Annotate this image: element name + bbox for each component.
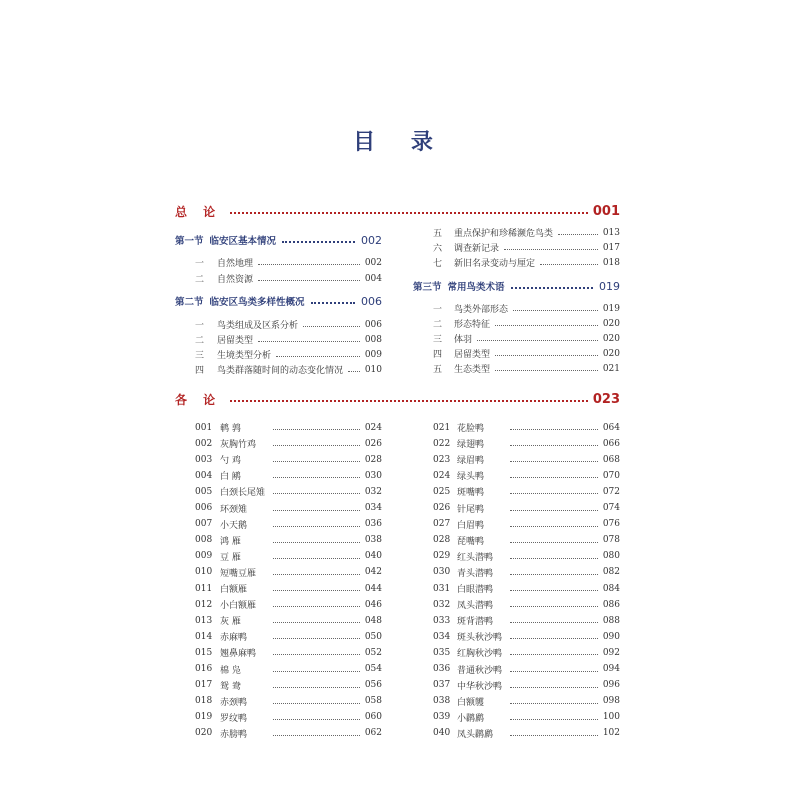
species-page: 054	[364, 664, 382, 674]
leader-dots	[348, 371, 360, 372]
item-number: 二	[433, 320, 443, 330]
species-name: 豆 雁	[220, 552, 241, 563]
species-name: 白额鹱	[457, 697, 485, 708]
species-number: 030	[433, 567, 451, 578]
species-row[interactable]	[195, 549, 382, 564]
toc-item-row[interactable]	[433, 361, 620, 376]
species-page: 032	[364, 486, 382, 497]
leader-dots	[510, 671, 598, 672]
species-number: 016	[195, 664, 213, 674]
toc-section-row[interactable]	[175, 293, 382, 309]
item-title: 鸟类组成及区系分析	[217, 321, 299, 331]
species-row[interactable]	[195, 613, 382, 628]
leader-dots	[510, 719, 598, 720]
species-row[interactable]	[433, 694, 620, 709]
toc-item-row[interactable]	[433, 240, 620, 255]
leader-dots	[303, 326, 360, 327]
leader-dots	[510, 510, 598, 511]
species-name: 短嘴豆雁	[220, 568, 257, 579]
species-row[interactable]	[195, 501, 382, 516]
leader-dots	[477, 340, 598, 341]
species-number: 026	[433, 503, 451, 513]
item-page: 018	[602, 257, 620, 268]
species-name: 白眼潜鸭	[457, 585, 494, 595]
species-name: 绿头鸭	[457, 472, 485, 483]
leader-dots	[273, 493, 360, 494]
species-number: 027	[433, 519, 451, 530]
leader-dots	[273, 526, 360, 527]
item-page: 006	[364, 319, 382, 330]
species-page: 030	[364, 470, 382, 481]
toc-item-row[interactable]	[195, 255, 382, 270]
item-title: 生态类型	[454, 365, 491, 375]
leader-dots	[230, 212, 588, 214]
species-page: 086	[602, 599, 620, 610]
species-row[interactable]	[433, 468, 620, 483]
species-row[interactable]	[195, 581, 382, 596]
species-page: 066	[602, 438, 620, 449]
leader-dots	[513, 310, 598, 311]
leader-dots	[510, 735, 598, 736]
item-page: 019	[602, 303, 620, 314]
species-name: 灰胸竹鸡	[220, 440, 257, 451]
species-page: 036	[364, 519, 382, 530]
leader-dots	[504, 249, 598, 250]
species-number: 008	[195, 535, 213, 546]
species-page: 078	[602, 535, 620, 546]
species-row[interactable]	[433, 565, 620, 580]
item-number: 一	[195, 321, 205, 331]
species-page: 090	[602, 631, 620, 642]
item-title: 形态特征	[454, 320, 491, 330]
species-page: 096	[602, 680, 620, 691]
item-page: 010	[364, 364, 382, 375]
species-number: 035	[433, 647, 451, 658]
leader-dots	[273, 703, 360, 704]
leader-dots	[273, 461, 360, 462]
leader-dots	[510, 703, 598, 704]
leader-dots	[495, 370, 598, 371]
item-number: 五	[433, 229, 443, 239]
species-number: 015	[195, 647, 213, 658]
species-row[interactable]	[433, 597, 620, 612]
item-number: 六	[433, 244, 443, 254]
species-number: 013	[195, 615, 213, 626]
item-number: 七	[433, 259, 443, 269]
species-page: 098	[602, 696, 620, 707]
species-name: 花脸鸭	[457, 424, 485, 434]
species-row[interactable]	[433, 517, 620, 532]
species-page: 028	[364, 454, 382, 465]
species-page: 082	[602, 567, 620, 578]
item-number: 四	[195, 366, 205, 376]
species-page: 046	[364, 599, 382, 610]
leader-dots	[510, 542, 598, 543]
leader-dots	[510, 493, 598, 494]
leader-dots	[258, 341, 360, 342]
species-page: 092	[602, 647, 620, 658]
item-page: 002	[364, 257, 382, 268]
species-page: 094	[602, 664, 620, 674]
leader-dots	[273, 477, 360, 478]
leader-dots	[510, 477, 598, 478]
part-label: 总 论	[175, 204, 222, 219]
species-name: 红胸秋沙鸭	[457, 649, 503, 660]
species-name: 赤膀鸭	[220, 729, 248, 740]
species-page: 100	[602, 712, 620, 723]
species-page: 072	[602, 486, 620, 497]
species-name: 红头潜鸭	[457, 552, 494, 563]
item-page: 009	[364, 349, 382, 360]
species-row[interactable]	[433, 613, 620, 628]
leader-dots	[511, 287, 593, 289]
leader-dots	[273, 638, 360, 639]
species-page: 038	[364, 535, 382, 546]
section-title: 常用鸟类术语	[447, 282, 505, 293]
leader-dots	[510, 622, 598, 623]
species-name: 凤头䴙䴘	[457, 729, 494, 740]
species-row[interactable]	[433, 533, 620, 548]
species-number: 007	[195, 519, 213, 530]
species-name: 青头潜鸭	[457, 568, 494, 579]
leader-dots	[273, 735, 360, 736]
species-name: 凤头潜鸭	[457, 601, 494, 612]
leader-dots	[273, 606, 360, 607]
item-number: 二	[195, 275, 205, 285]
leader-dots	[510, 574, 598, 575]
species-name: 翘鼻麻鸭	[220, 649, 257, 660]
item-number: 三	[433, 335, 443, 345]
toc-item-row[interactable]	[433, 331, 620, 346]
species-page: 068	[602, 454, 620, 465]
species-page: 056	[364, 680, 382, 691]
leader-dots	[510, 429, 598, 430]
species-number: 018	[195, 696, 213, 707]
leader-dots	[311, 302, 355, 304]
species-name: 琵嘴鸭	[457, 536, 485, 547]
toc-item-row[interactable]	[433, 255, 620, 270]
leader-dots	[510, 687, 598, 688]
species-page: 102	[602, 728, 620, 739]
item-title: 调查新记录	[454, 244, 500, 254]
species-row[interactable]	[195, 662, 382, 677]
section-label: 第三节	[413, 282, 442, 293]
species-row[interactable]	[433, 420, 620, 435]
species-page: 050	[364, 631, 382, 642]
species-row[interactable]	[433, 678, 620, 693]
species-page: 024	[364, 422, 382, 433]
species-number: 019	[195, 712, 213, 723]
species-page: 048	[364, 615, 382, 626]
item-number: 一	[433, 305, 443, 315]
part-label: 各 论	[175, 392, 222, 407]
page-title: 目 录	[353, 129, 447, 155]
species-number: 010	[195, 567, 213, 578]
section-page: 006	[361, 294, 382, 308]
species-page: 070	[602, 470, 620, 481]
species-name: 罗纹鸭	[220, 713, 248, 724]
species-number: 029	[433, 551, 451, 562]
toc-item-row[interactable]	[195, 362, 382, 377]
species-name: 小䴙䴘	[457, 713, 485, 724]
leader-dots	[510, 526, 598, 527]
item-number: 四	[433, 350, 443, 360]
species-page: 034	[364, 503, 382, 513]
species-page: 040	[364, 551, 382, 562]
section-title: 临安区鸟类多样性概况	[209, 297, 305, 308]
species-number: 038	[433, 696, 451, 707]
section-page: 002	[361, 233, 382, 247]
species-number: 040	[433, 728, 451, 739]
species-number: 037	[433, 680, 451, 691]
item-title: 自然资源	[217, 275, 254, 285]
leader-dots	[273, 558, 360, 559]
item-page: 020	[602, 348, 620, 359]
species-name: 鹌 鹑	[220, 424, 241, 434]
species-row[interactable]	[433, 629, 620, 644]
species-row[interactable]	[195, 710, 382, 725]
item-page: 021	[602, 363, 620, 374]
species-name: 白 鹇	[220, 472, 241, 483]
species-row[interactable]	[433, 549, 620, 564]
part-heading-general[interactable]	[175, 202, 620, 220]
section-label: 第一节	[175, 236, 204, 247]
item-page: 020	[602, 333, 620, 344]
species-name: 赤麻鸭	[220, 633, 248, 644]
species-name: 赤颈鸭	[220, 697, 248, 708]
item-page: 008	[364, 334, 382, 345]
leader-dots	[273, 687, 360, 688]
toc-item-row[interactable]	[433, 346, 620, 361]
species-number: 009	[195, 551, 213, 562]
species-name: 棉 凫	[220, 665, 241, 676]
species-name: 鸿 雁	[220, 536, 241, 547]
species-number: 033	[433, 615, 451, 626]
leader-dots	[510, 638, 598, 639]
species-name: 白额雁	[220, 585, 248, 595]
species-page: 060	[364, 712, 382, 723]
leader-dots	[273, 654, 360, 655]
leader-dots	[510, 606, 598, 607]
leader-dots	[273, 445, 360, 446]
species-page: 080	[602, 551, 620, 562]
species-row[interactable]	[195, 436, 382, 451]
species-number: 022	[433, 438, 451, 449]
species-number: 028	[433, 535, 451, 546]
toc-section-row[interactable]	[413, 278, 620, 294]
part-heading-species[interactable]	[175, 390, 620, 408]
leader-dots	[273, 622, 360, 623]
species-number: 023	[433, 454, 451, 465]
leader-dots	[258, 264, 360, 265]
species-name: 白眉鸭	[457, 520, 485, 531]
leader-dots	[510, 654, 598, 655]
species-row[interactable]	[433, 581, 620, 596]
species-row[interactable]	[195, 726, 382, 741]
toc-section-row[interactable]	[175, 232, 382, 248]
leader-dots	[558, 234, 598, 235]
species-name: 白颈长尾雉	[220, 488, 266, 499]
leader-dots	[510, 558, 598, 559]
item-title: 鸟类外部形态	[454, 305, 509, 315]
item-number: 五	[433, 365, 443, 375]
species-name: 斑嘴鸭	[457, 488, 485, 499]
species-number: 012	[195, 599, 213, 610]
species-row[interactable]	[195, 565, 382, 580]
item-title: 重点保护和珍稀濒危鸟类	[454, 229, 554, 239]
species-name: 斑背潜鸭	[457, 617, 494, 628]
species-row[interactable]	[433, 501, 620, 516]
species-row[interactable]	[433, 452, 620, 467]
item-title: 鸟类群落随时间的动态变化情况	[217, 366, 344, 376]
species-number: 001	[195, 422, 213, 433]
species-page: 058	[364, 696, 382, 707]
leader-dots	[495, 355, 598, 356]
toc-item-row[interactable]	[195, 317, 382, 332]
species-page: 052	[364, 647, 382, 658]
species-row[interactable]	[433, 436, 620, 451]
species-page: 044	[364, 583, 382, 594]
section-label: 第二节	[175, 297, 204, 308]
leader-dots	[495, 325, 598, 326]
part-page: 001	[592, 203, 620, 219]
species-row[interactable]	[433, 726, 620, 741]
species-number: 005	[195, 486, 213, 497]
leader-dots	[273, 574, 360, 575]
leader-dots	[273, 719, 360, 720]
leader-dots	[282, 241, 355, 243]
item-title: 居留类型	[454, 350, 491, 360]
toc-item-row[interactable]	[195, 332, 382, 347]
species-name: 普通秋沙鸭	[457, 665, 503, 676]
species-name: 环颈雉	[220, 504, 248, 515]
item-page: 004	[364, 273, 382, 284]
leader-dots	[273, 542, 360, 543]
species-name: 针尾鸭	[457, 504, 485, 515]
item-title: 居留类型	[217, 336, 254, 346]
item-page: 020	[602, 318, 620, 329]
species-row[interactable]	[433, 645, 620, 660]
species-name: 鸳 鸯	[220, 681, 241, 692]
species-name: 斑头秋沙鸭	[457, 633, 503, 644]
species-row[interactable]	[195, 517, 382, 532]
toc-item-row[interactable]	[433, 301, 620, 316]
species-row[interactable]	[433, 484, 620, 499]
leader-dots	[273, 671, 360, 672]
species-name: 中华秋沙鸭	[457, 681, 503, 692]
leader-dots	[510, 590, 598, 591]
item-title: 自然地理	[217, 259, 254, 269]
toc-item-row[interactable]	[433, 316, 620, 331]
section-title: 临安区基本情况	[209, 236, 277, 247]
item-number: 二	[195, 336, 205, 346]
species-number: 011	[195, 583, 213, 594]
species-number: 034	[433, 631, 451, 642]
item-title: 新旧名录变动与厘定	[454, 259, 536, 269]
section-page: 019	[599, 279, 620, 293]
species-row[interactable]	[433, 710, 620, 725]
species-number: 017	[195, 680, 213, 691]
species-number: 024	[433, 470, 451, 481]
species-row[interactable]	[195, 533, 382, 548]
leader-dots	[230, 400, 588, 402]
species-page: 076	[602, 519, 620, 530]
species-row[interactable]	[433, 662, 620, 677]
species-number: 006	[195, 503, 213, 513]
species-number: 025	[433, 486, 451, 497]
item-number: 一	[195, 259, 205, 269]
species-row[interactable]	[195, 452, 382, 467]
species-number: 014	[195, 631, 213, 642]
species-number: 003	[195, 454, 213, 465]
item-title: 体羽	[454, 335, 473, 345]
species-name: 灰 雁	[220, 617, 241, 628]
species-number: 021	[433, 422, 451, 433]
species-number: 002	[195, 438, 213, 449]
species-page: 084	[602, 583, 620, 594]
item-title: 生境类型分析	[217, 351, 272, 361]
species-row[interactable]	[195, 645, 382, 660]
species-page: 062	[364, 728, 382, 739]
species-page: 064	[602, 422, 620, 433]
species-row[interactable]	[195, 629, 382, 644]
leader-dots	[276, 356, 360, 357]
species-name: 绿翅鸭	[457, 440, 485, 451]
species-name: 勺 鸡	[220, 456, 241, 467]
species-row[interactable]	[195, 694, 382, 709]
species-name: 绿眉鸭	[457, 456, 485, 467]
toc-item-row[interactable]	[433, 225, 620, 240]
species-number: 004	[195, 470, 213, 481]
species-name: 小白额雁	[220, 601, 257, 612]
leader-dots	[273, 429, 360, 430]
species-number: 031	[433, 583, 451, 594]
species-row[interactable]	[195, 678, 382, 693]
toc-item-row[interactable]	[195, 347, 382, 362]
item-page: 017	[602, 242, 620, 253]
leader-dots	[540, 264, 598, 265]
species-page: 088	[602, 615, 620, 626]
leader-dots	[258, 280, 360, 281]
leader-dots	[510, 461, 598, 462]
species-name: 小天鹅	[220, 520, 248, 531]
species-page: 074	[602, 503, 620, 513]
toc-item-row[interactable]	[195, 271, 382, 286]
species-number: 032	[433, 599, 451, 610]
species-row[interactable]	[195, 484, 382, 499]
species-row[interactable]	[195, 597, 382, 612]
species-number: 039	[433, 712, 451, 723]
leader-dots	[273, 590, 360, 591]
species-page: 042	[364, 567, 382, 578]
item-number: 三	[195, 351, 205, 361]
part-page: 023	[592, 391, 620, 407]
species-number: 020	[195, 728, 213, 739]
species-number: 036	[433, 664, 451, 674]
species-row[interactable]	[195, 468, 382, 483]
item-page: 013	[602, 227, 620, 238]
leader-dots	[510, 445, 598, 446]
species-row[interactable]	[195, 420, 382, 435]
leader-dots	[273, 510, 360, 511]
species-page: 026	[364, 438, 382, 449]
